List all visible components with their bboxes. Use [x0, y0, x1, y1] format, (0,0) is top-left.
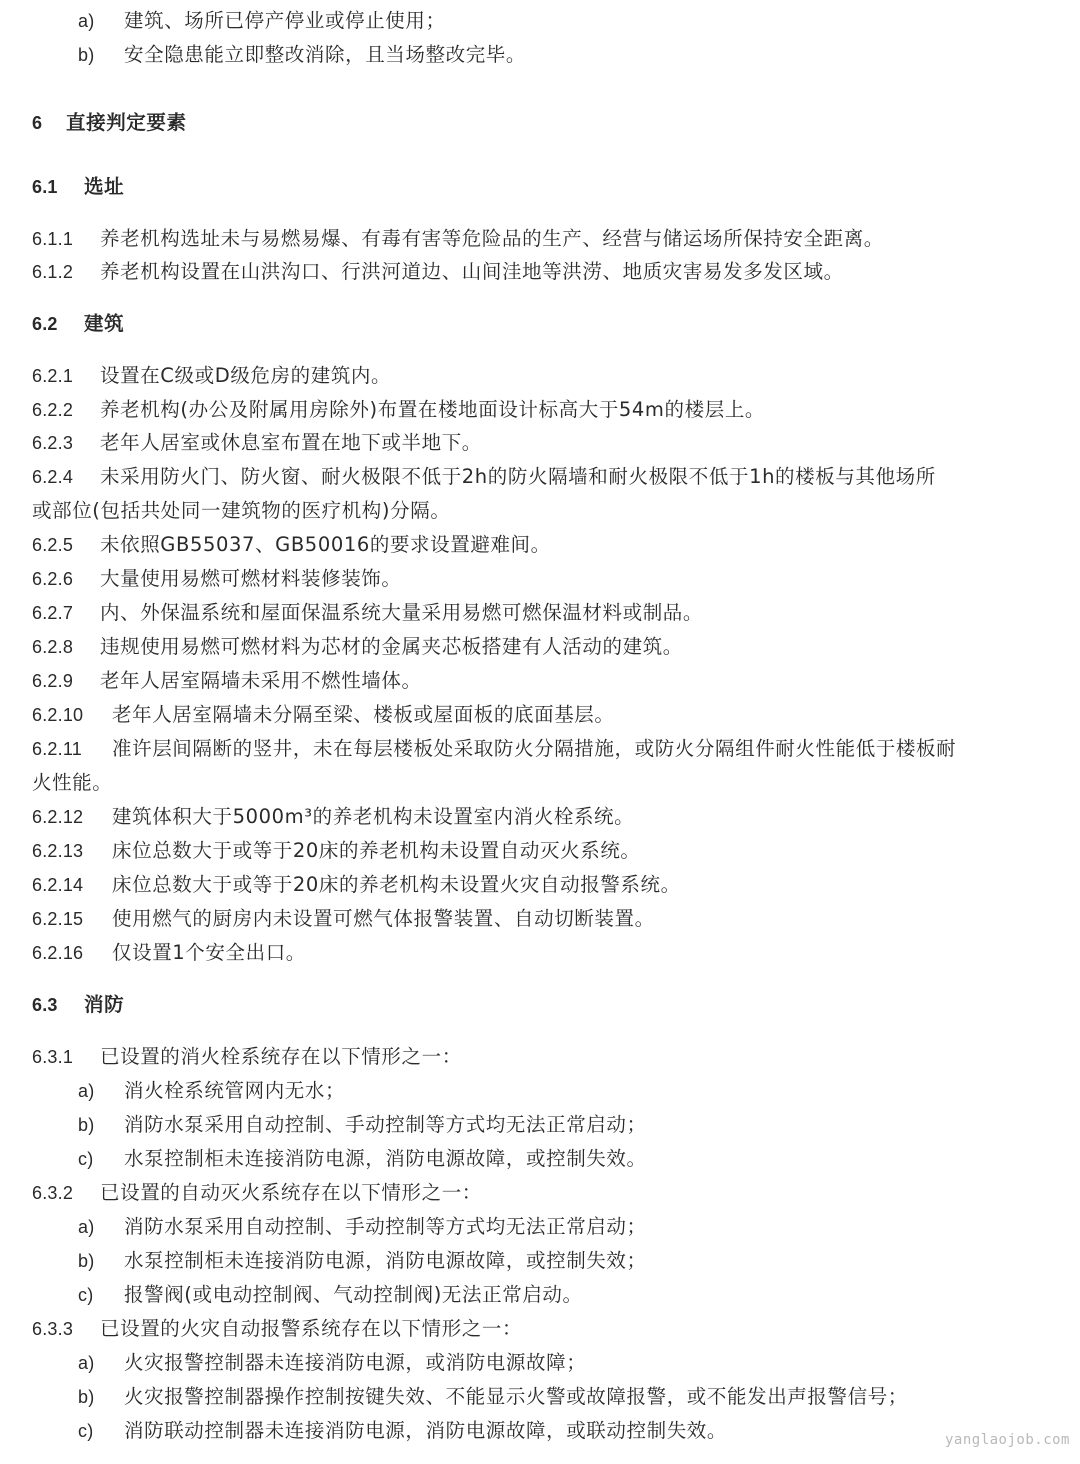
clause-number: 6.2.15	[32, 909, 84, 929]
subsection-number: 6.3	[32, 995, 58, 1015]
clause-text: 未依照GB55037、GB50016的要求设置避难间。	[100, 533, 551, 556]
subsection-title: 消防	[84, 993, 125, 1016]
clause-text: 准许层间隔断的竖井，未在每层楼板处采取防火分隔措施，或防火分隔组件耐火性能低于楼板耐	[112, 737, 957, 760]
clause-number: 6.2.16	[32, 943, 84, 963]
clause-number: 6.2.11	[32, 739, 82, 759]
clause-number: 6.3.3	[32, 1319, 74, 1339]
clause-text: 养老机构(办公及附属用房除外)布置在楼地面设计标高大于54m的楼层上。	[100, 398, 766, 421]
item-text: 消防联动控制器未连接消防电源，消防电源故障，或联动控制失效。	[124, 1419, 728, 1442]
clause-text: 老年人居室隔墙未采用不燃性墙体。	[100, 669, 422, 692]
item-text: 水泵控制柜未连接消防电源，消防电源故障，或控制失效。	[124, 1147, 647, 1170]
item-marker: a)	[78, 1217, 95, 1237]
item-marker: b)	[78, 45, 95, 65]
item-marker: a)	[78, 1353, 95, 1373]
item-marker: c)	[78, 1285, 94, 1305]
subsection-title: 建筑	[84, 312, 125, 335]
clause-number: 6.2.2	[32, 400, 74, 420]
item-marker: c)	[78, 1149, 94, 1169]
subsection-title: 选址	[84, 175, 125, 198]
item-text: 水泵控制柜未连接消防电源，消防电源故障，或控制失效；	[124, 1249, 647, 1272]
item-text: 火灾报警控制器操作控制按键失效、不能显示火警或故障报警，或不能发出声报警信号；	[124, 1385, 908, 1408]
item-marker: c)	[78, 1421, 94, 1441]
clause-text: 使用燃气的厨房内未设置可燃气体报警装置、自动切断装置。	[112, 907, 655, 930]
clause-text: 已设置的消火栓系统存在以下情形之一：	[100, 1045, 462, 1068]
clause-text: 建筑体积大于5000m³的养老机构未设置室内消火栓系统。	[112, 805, 635, 828]
clause-text: 养老机构选址未与易燃易爆、有毒有害等危险品的生产、经营与储运场所保持安全距离。	[100, 227, 884, 250]
item-marker: a)	[78, 11, 95, 31]
clause-number: 6.2.1	[32, 366, 74, 386]
clause-number: 6.1.2	[32, 262, 74, 282]
clause-text: 仅设置1个安全出口。	[112, 941, 306, 964]
item-text: 报警阀(或电动控制阀、气动控制阀)无法正常启动。	[124, 1283, 583, 1306]
item-text: 消防水泵采用自动控制、手动控制等方式均无法正常启动；	[124, 1215, 647, 1238]
item-marker: b)	[78, 1251, 95, 1271]
clause-number: 6.2.4	[32, 467, 74, 487]
clause-number: 6.1.1	[32, 229, 74, 249]
clause-number: 6.2.3	[32, 433, 74, 453]
clause-number: 6.2.12	[32, 807, 84, 827]
clause-number: 6.3.1	[32, 1047, 74, 1067]
clause-number: 6.2.7	[32, 603, 74, 623]
clause-number: 6.2.14	[32, 875, 84, 895]
subsection-number: 6.1	[32, 177, 58, 197]
clause-text: 养老机构设置在山洪沟口、行洪河道边、山间洼地等洪涝、地质灾害易发多发区域。	[100, 260, 844, 283]
clause-number: 6.2.9	[32, 671, 74, 691]
item-text: 消防水泵采用自动控制、手动控制等方式均无法正常启动；	[124, 1113, 647, 1136]
clause-number: 6.2.5	[32, 535, 74, 555]
clause-number: 6.2.13	[32, 841, 84, 861]
clause-text: 未采用防火门、防火窗、耐火极限不低于2h的防火隔墙和耐火极限不低于1h的楼板与其他场所	[100, 465, 936, 488]
clause-text: 设置在C级或D级危房的建筑内。	[100, 364, 392, 387]
item-text: 安全隐患能立即整改消除，且当场整改完毕。	[124, 43, 527, 66]
clause-text: 老年人居室隔墙未分隔至梁、楼板或屋面板的底面基层。	[112, 703, 615, 726]
clause-text: 已设置的自动灭火系统存在以下情形之一：	[100, 1181, 482, 1204]
subsection-number: 6.2	[32, 314, 58, 334]
item-marker: b)	[78, 1387, 95, 1407]
clause-text: 或部位(包括共处同一建筑物的医疗机构)分隔。	[32, 499, 451, 522]
watermark: yanglaojob.com	[944, 1432, 1070, 1448]
section-title: 直接判定要素	[66, 111, 187, 134]
section-number: 6	[32, 113, 43, 133]
clause-text: 火性能。	[32, 771, 113, 794]
clause-text: 大量使用易燃可燃材料装修装饰。	[100, 567, 402, 590]
item-marker: b)	[78, 1115, 95, 1135]
item-text: 火灾报警控制器未连接消防电源，或消防电源故障；	[124, 1351, 587, 1374]
clause-text: 床位总数大于或等于20床的养老机构未设置自动灭火系统。	[112, 839, 641, 862]
clause-number: 6.2.6	[32, 569, 74, 589]
clause-text: 内、外保温系统和屋面保温系统大量采用易燃可燃保温材料或制品。	[100, 601, 704, 624]
clause-text: 老年人居室或休息室布置在地下或半地下。	[100, 431, 482, 454]
clause-text: 床位总数大于或等于20床的养老机构未设置火灾自动报警系统。	[112, 873, 681, 896]
clause-number: 6.2.8	[32, 637, 74, 657]
clause-text: 已设置的火灾自动报警系统存在以下情形之一：	[100, 1317, 523, 1340]
item-marker: a)	[78, 1081, 95, 1101]
clause-text: 违规使用易燃可燃材料为芯材的金属夹芯板搭建有人活动的建筑。	[100, 635, 683, 658]
item-text: 建筑、场所已停产停业或停止使用；	[124, 9, 446, 32]
item-text: 消火栓系统管网内无水；	[124, 1079, 346, 1102]
clause-number: 6.2.10	[32, 705, 84, 725]
clause-number: 6.3.2	[32, 1183, 74, 1203]
